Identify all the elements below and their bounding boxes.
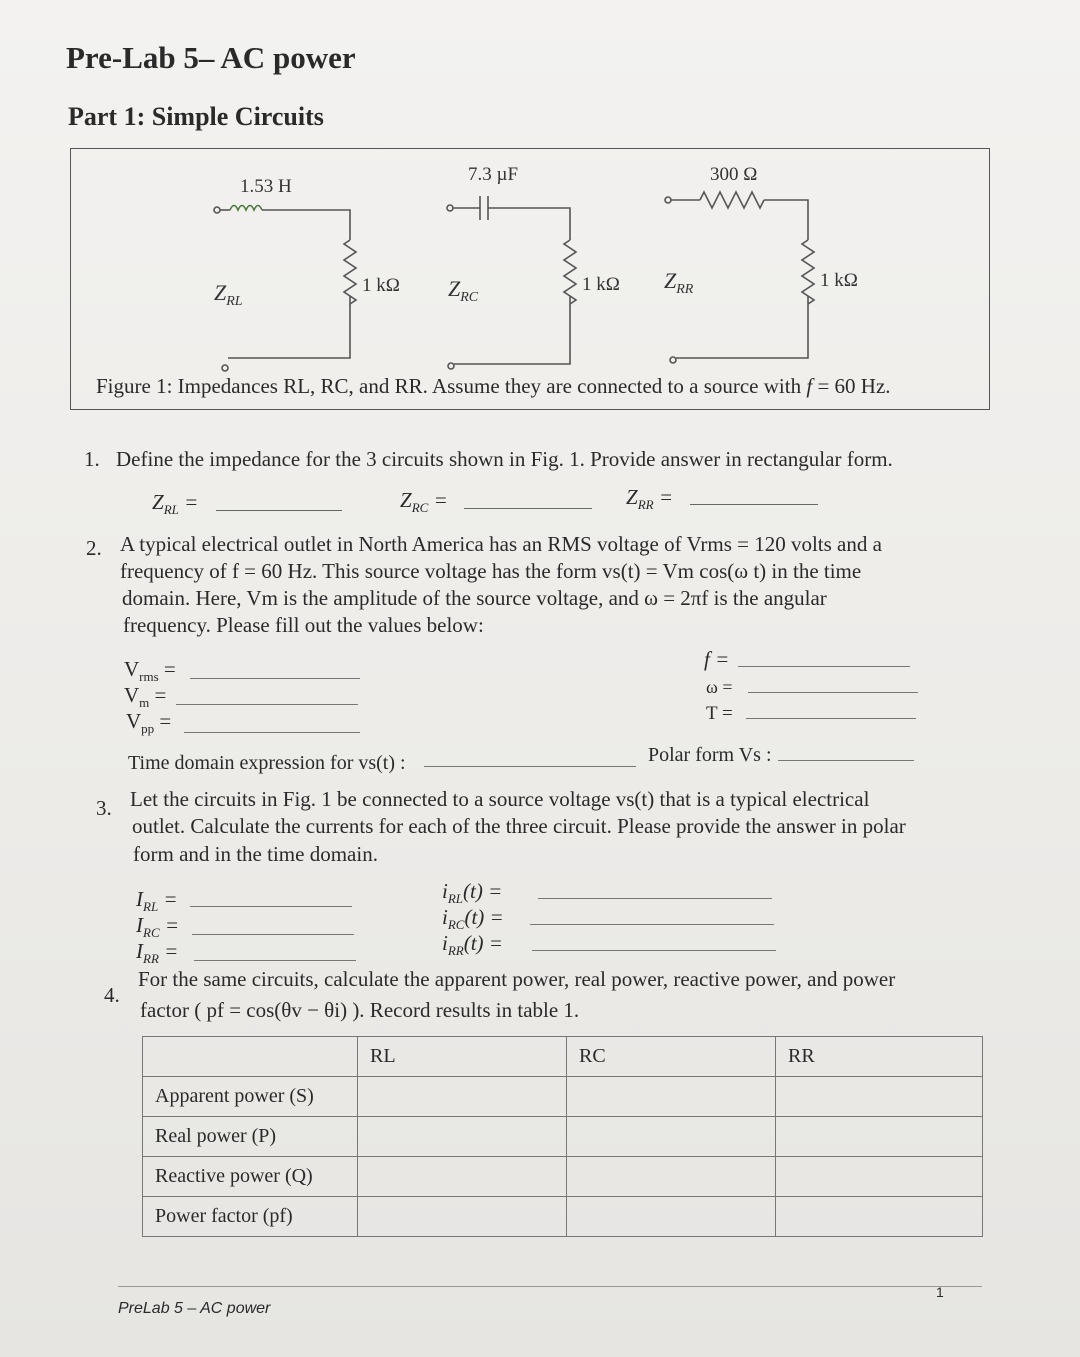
terminal-icon [670,357,676,363]
cell-pf-rc[interactable] [567,1197,776,1237]
resistor-icon [700,192,764,208]
resistor-icon [802,240,814,304]
row-label-real-power: Real power (P) [143,1117,358,1157]
table-header-corner [143,1037,358,1077]
rl-resistor-value: 1 kΩ [362,275,400,296]
terminal-icon [214,207,220,213]
series-resistor-value: 300 Ω [710,164,758,185]
vm-field-label: $V_m$ = [124,683,167,711]
row-label-reactive-power: Reactive power (Q) [143,1157,358,1197]
z-rr-field-label: $Z_{RR}$ = [626,485,673,513]
z-rc-label: $Z_{RC}$ [448,276,479,305]
cell-reactive-rr[interactable] [776,1157,983,1197]
cell-reactive-rl[interactable] [358,1157,567,1197]
circuit-diagram [70,148,990,410]
question-1-number: 1. [84,447,100,471]
i-rr-time-answer[interactable] [532,934,776,951]
i-rc-time-answer[interactable] [530,908,774,925]
z-rl-answer[interactable] [216,492,342,511]
i-rl-polar-answer[interactable] [190,890,352,907]
omega-field-label: ω = [706,677,733,697]
terminal-icon [448,363,454,369]
i-rc-time-label: $i_{RC}(t)$ = [442,905,504,933]
question-2-line-3: domain. Here, Vm is the amplitude of the source voltage, and ω = 2πf is the angular [122,586,827,610]
resistor-icon [344,240,356,304]
cell-pf-rr[interactable] [776,1197,983,1237]
i-rc-field-label: $I_{RC}$ = [136,913,180,941]
question-3-line-2: outlet. Calculate the currents for each of the three circuit. Please provide the answer in polar [132,814,906,838]
question-2-line-4: frequency. Please fill out the values below: [123,613,484,637]
question-3-line-3: form and in the time domain. [133,842,378,866]
question-2-line-2: frequency of f = 60 Hz. This source voltage has the form vs(t) = Vm cos(ω t) in the time [120,559,862,583]
time-domain-answer[interactable] [424,750,636,767]
terminal-icon [447,205,453,211]
z-rc-answer[interactable] [464,490,592,509]
figure-caption: Figure 1: Impedances RL, RC, and RR. Assume they are connected to a source with f = 60 Hz. [96,374,891,398]
table-header-rr: RR [776,1037,983,1077]
cell-pf-rl[interactable] [358,1197,567,1237]
capacitor-icon [480,196,488,220]
question-4-line-2: factor ( pf = cos(θv − θi) ). Record results in table 1. [140,998,580,1022]
polar-form-answer[interactable] [778,744,914,761]
vrms-answer[interactable] [190,662,360,679]
polar-form-label: Polar form Vs : [648,744,772,766]
table-header-rc: RC [567,1037,776,1077]
i-rl-field-label: $I_{RL}$ = [136,887,178,915]
z-rl-field-label: $Z_{RL}$ = [152,490,199,518]
question-3-line-1: Let the circuits in Fig. 1 be connected to a source voltage vs(t) that is a typical electrical [130,787,870,811]
time-domain-label: Time domain expression for vs(t) : [128,752,406,774]
rc-resistor-value: 1 kΩ [582,274,620,295]
cell-apparent-rl[interactable] [358,1077,567,1117]
cell-real-rr[interactable] [776,1117,983,1157]
inductor-icon [230,206,262,211]
i-rl-time-answer[interactable] [538,882,772,899]
question-3-number: 3. [96,796,112,820]
i-rl-time-label: $i_{RL}(t)$ = [442,879,503,907]
cell-apparent-rc[interactable] [567,1077,776,1117]
inductor-value: 1.53 H [240,176,292,197]
z-rr-label: $Z_{RR}$ [664,268,694,297]
question-2-number: 2. [86,536,102,560]
page-number: 1 [936,1284,944,1300]
section-title: Part 1: Simple Circuits [68,102,324,131]
footer-divider [118,1286,982,1287]
i-rr-field-label: $I_{RR}$ = [136,939,179,967]
z-rc-field-label: $Z_{RC}$ = [400,488,448,516]
table-header-row [143,1037,983,1077]
question-4-number: 4. [104,983,120,1007]
z-rr-answer[interactable] [690,486,818,505]
resistor-icon [564,240,576,304]
cell-real-rc[interactable] [567,1117,776,1157]
cell-apparent-rr[interactable] [776,1077,983,1117]
cell-reactive-rc[interactable] [567,1157,776,1197]
vpp-answer[interactable] [184,716,360,733]
row-label-apparent-power: Apparent power (S) [143,1077,358,1117]
omega-answer[interactable] [748,676,918,693]
i-rc-polar-answer[interactable] [192,918,354,935]
z-rl-label: $Z_{RL}$ [214,280,243,309]
question-4-line-1: For the same circuits, calculate the apparent power, real power, reactive power, and power [138,967,896,991]
capacitor-value: 7.3 µF [468,164,519,185]
table-row [143,1197,983,1237]
vpp-field-label: $V_{pp}$ = [126,709,172,737]
f-field-label: f = [704,647,730,671]
table-row [143,1077,983,1117]
row-label-power-factor: Power factor (pf) [143,1197,358,1237]
period-answer[interactable] [746,702,916,719]
terminal-icon [665,197,671,203]
cell-real-rl[interactable] [358,1117,567,1157]
footer-text: PreLab 5 – AC power [118,1300,271,1317]
vm-answer[interactable] [176,688,358,705]
question-2-line-1: A typical electrical outlet in North America has an RMS voltage of Vrms = 120 volts and a [120,532,882,556]
i-rr-time-label: $i_{RR}(t)$ = [442,931,503,959]
table-row [143,1117,983,1157]
rr-resistor-value: 1 kΩ [820,270,858,291]
page-title: Pre-Lab 5– AC power [66,40,356,75]
terminal-icon [222,365,228,371]
i-rr-polar-answer[interactable] [194,944,356,961]
question-1-text: Define the impedance for the 3 circuits shown in Fig. 1. Provide answer in rectangular form. [116,447,893,471]
power-table [142,1036,983,1237]
f-answer[interactable] [738,650,910,667]
period-field-label: T = [706,703,733,724]
table-row [143,1157,983,1197]
table-header-rl: RL [358,1037,567,1077]
vrms-field-label: $V_{rms}$ = [124,657,176,685]
